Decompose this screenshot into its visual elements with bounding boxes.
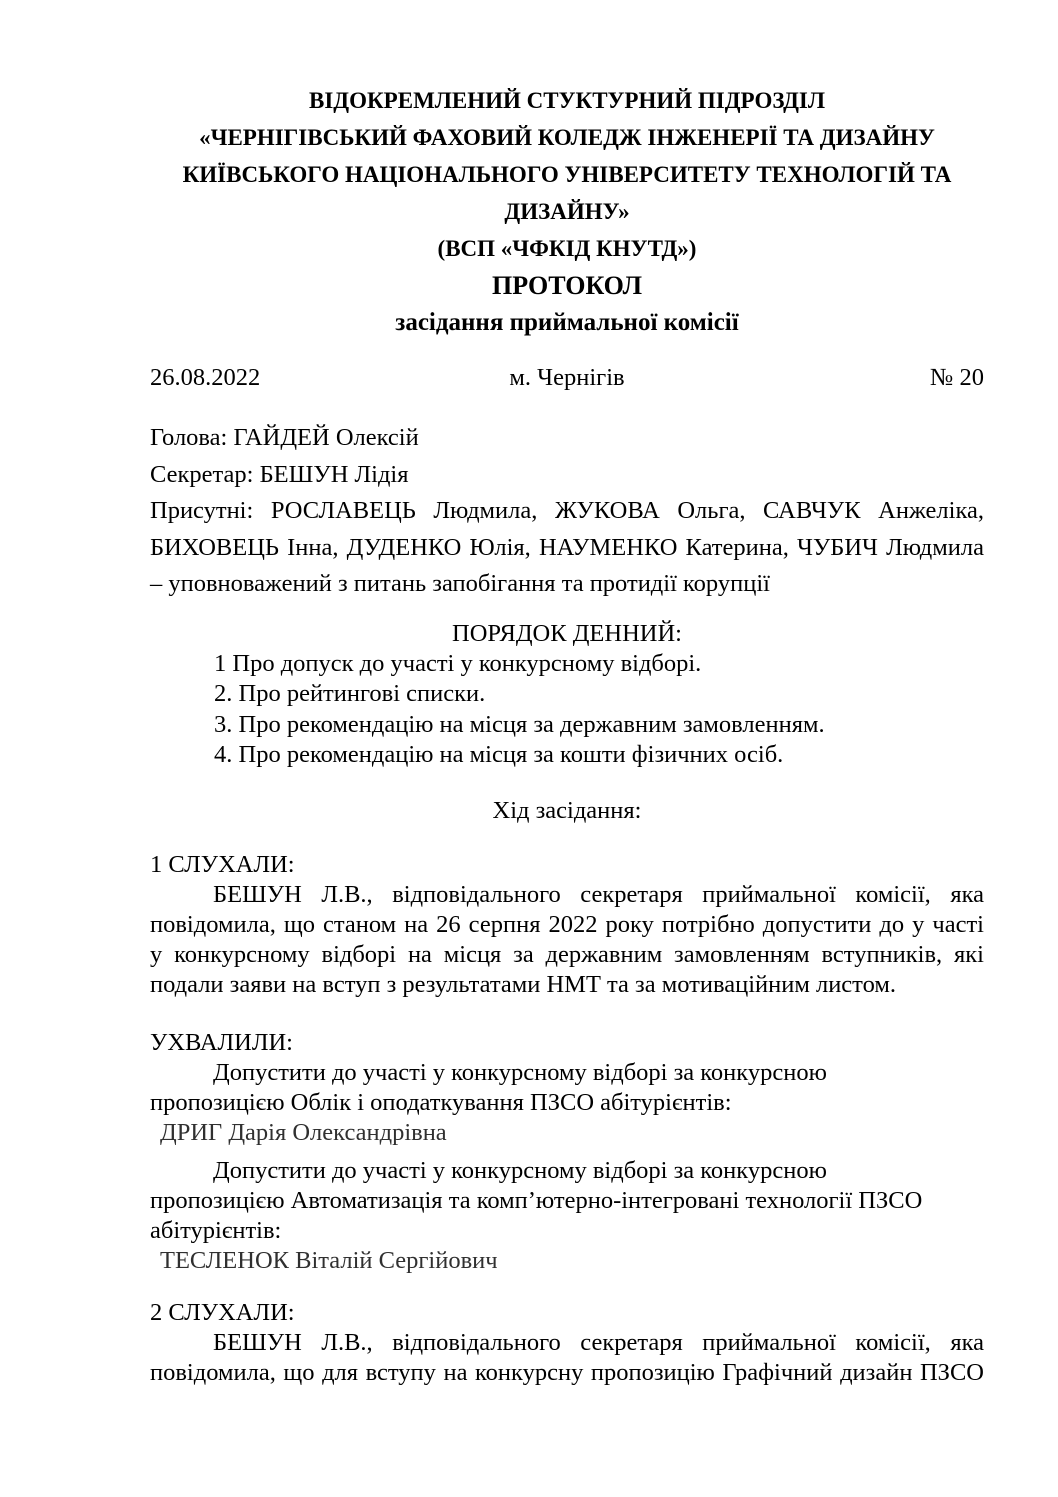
agenda-item: 2. Про рейтингові списки. (214, 680, 486, 707)
chair-line: Голова: ГАЙДЕЙ Олексій (150, 424, 419, 451)
applicant-name: ДРИГ Дарія Олександрівна (160, 1118, 447, 1146)
officials-block (150, 420, 984, 603)
document-subtitle: засідання приймальної комісії (395, 309, 739, 336)
org-abbreviation: (ВСП «ЧФКІД КНУТД») (437, 236, 697, 261)
section-1-paragraph (150, 880, 984, 1000)
meta-row (150, 359, 984, 396)
text-line: пропозицією Автоматизація та комп’ютерно-інтегровані технології ПЗСО (150, 1186, 923, 1214)
org-header (150, 82, 984, 267)
document-number: № 20 (929, 364, 984, 391)
text-line: БЕШУН Л.В., відповідального секретаря приймальної комісії, яка (213, 880, 984, 908)
agenda-item: 4. Про рекомендацію на місця за кошти фізичних осіб. (214, 741, 784, 768)
resolution-heading: УХВАЛИЛИ: (150, 1028, 293, 1056)
text-line: у конкурсному відборі на місця за державним замовленням вступників, які (150, 940, 984, 968)
org-line: ВІДОКРЕМЛЕНИЙ СТУКТУРНИЙ ПІДРОЗДІЛ (309, 88, 825, 113)
document-date: 26.08.2022 (150, 364, 261, 391)
secretary-line: Секретар: БЕШУН Лідія (150, 460, 409, 488)
org-line: КИЇВСЬКОГО НАЦІОНАЛЬНОГО УНІВЕРСИТЕТУ ТЕХНОЛОГІЙ ТА (182, 162, 952, 187)
org-line: ДИЗАЙНУ» (504, 199, 630, 224)
document-place: м. Чернігів (509, 364, 625, 391)
text-line: Допустити до участі у конкурсному відборі за конкурсною (213, 1058, 827, 1086)
text-line: подали заяви на вступ з результатами НМТ та за мотиваційним листом. (150, 970, 896, 998)
section-2-heading: 2 СЛУХАЛИ: (150, 1298, 295, 1326)
text-line: БЕШУН Л.В., відповідального секретаря приймальної комісії, яка (213, 1328, 984, 1356)
org-line: «ЧЕРНІГІВСЬКИЙ ФАХОВИЙ КОЛЕДЖ ІНЖЕНЕРІЇ ТА ДИЗАЙНУ (199, 125, 935, 150)
proceedings-heading: Хід засідання: (492, 796, 642, 824)
section-2-paragraph (150, 1328, 984, 1388)
resolution-1-paragraph (150, 1058, 984, 1118)
agenda-item: 3. Про рекомендацію на місця за державним замовленням. (214, 710, 825, 738)
agenda-item: 1 Про допуск до участі у конкурсному відборі. (214, 649, 702, 677)
present-line: Присутні: РОСЛАВЕЦЬ Людмила, ЖУКОВА Ольга, САВЧУК Анжеліка, (150, 497, 984, 524)
text-line: Допустити до участі у конкурсному відборі за конкурсною (213, 1156, 827, 1184)
applicant-name: ТЕСЛЕНОК Віталій Сергійович (160, 1246, 498, 1274)
section-1-heading: 1 СЛУХАЛИ: (150, 850, 295, 878)
present-line: БИХОВЕЦЬ Інна, ДУДЕНКО Юлія, НАУМЕНКО Катерина, ЧУБИЧ Людмила (150, 533, 984, 561)
text-line: пропозицією Облік і оподаткування ПЗСО абітурієнтів: (150, 1088, 732, 1116)
agenda-heading: ПОРЯДОК ДЕННИЙ: (452, 619, 682, 647)
resolution-2-paragraph (150, 1156, 984, 1246)
text-line: повідомила, що станом на 26 серпня 2022 року потрібно допустити до у часті (150, 910, 984, 938)
text-line: повідомила, що для вступу на конкурсну пропозицію Графічний дизайн ПЗСО (150, 1358, 984, 1386)
present-line: – уповноважений з питань запобігання та протидії корупції (150, 570, 770, 597)
document-title: ПРОТОКОЛ (492, 271, 642, 300)
agenda-list (150, 649, 984, 771)
text-line: абітурієнтів: (150, 1216, 282, 1244)
